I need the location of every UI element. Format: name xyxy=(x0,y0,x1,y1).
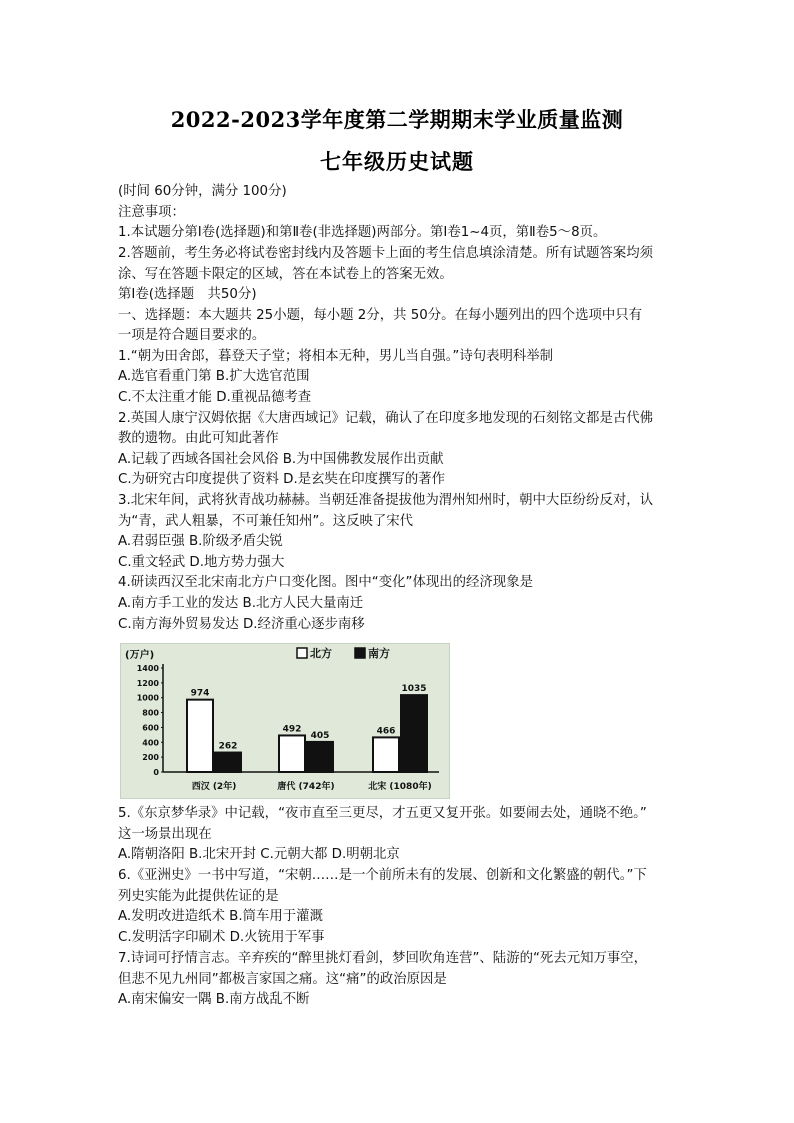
legend-swatch-south xyxy=(355,648,365,658)
question-options: A.君弱臣强 B.阶级矛盾尖锐 xyxy=(118,534,283,549)
text-line: 涂、写在答题卡限定的区域，答在本试卷上的答案无效。 xyxy=(118,267,453,282)
question-stem: 3.北宋年间，武将狄青战功赫赫。当朝廷准备提拔他为渭州知州时，朝中大臣纷纷反对，认 xyxy=(118,493,654,508)
y-tick-label: 1000 xyxy=(136,693,159,703)
bar-south xyxy=(307,742,333,772)
text-line: (时间 60分钟，满分 100分) xyxy=(118,184,287,199)
question-stem: 这一场景出现在 xyxy=(118,827,212,842)
y-tick-label: 800 xyxy=(142,708,159,718)
y-tick-label: 200 xyxy=(142,753,159,763)
bar-value-label: 974 xyxy=(190,688,210,699)
question-stem: 教的遗物。由此可知此著作 xyxy=(118,431,279,446)
question-options: A.记载了西域各国社会风俗 B.为中国佛教发展作出贡献 xyxy=(118,452,444,467)
question-options: C.重文轻武 D.地方势力强大 xyxy=(118,555,285,570)
text-line: 注意事项： xyxy=(118,205,185,220)
question-options: A.南宋偏安一隅 B.南方战乱不断 xyxy=(118,992,310,1007)
bar-north xyxy=(373,737,399,772)
text-line: 一项是符合题目要求的。 xyxy=(118,328,266,343)
legend-label: 南方 xyxy=(368,647,390,660)
question-options: C.发明活字印刷术 D.火铳用于军事 xyxy=(118,930,325,945)
question-stem: 2.英国人康宁汉姆依据《大唐西域记》记载，确认了在印度多地发现的石刻铭文都是古代佛 xyxy=(118,411,654,426)
chart-svg xyxy=(121,644,449,798)
text-line: 一、选择题：本大题共 25小题，每小题 2分，共 50分。在每小题列出的四个选项中只有 xyxy=(118,308,643,323)
y-tick-label: 600 xyxy=(142,723,159,733)
y-unit-label: (万户) xyxy=(125,650,155,661)
bar-south xyxy=(401,695,427,772)
x-tick-label: 北宋 (1080年) xyxy=(368,782,432,792)
y-tick-label: 0 xyxy=(153,768,159,777)
question-stem: 1.“朝为田舍郎，暮登天子堂；将相本无种，男儿当自强。”诗句表明科举制 xyxy=(118,349,554,364)
question-stem: 7.诗词可抒情言志。辛弃疾的“醉里挑灯看剑，梦回吹角连营”、陆游的“死去元知万事空， xyxy=(118,951,648,966)
question-stem: 6.《亚洲史》一书中写道，“宋朝……是一个前所未有的发展、创新和文化繁盛的朝代。”下 xyxy=(118,868,647,883)
question-options: A.隋朝洛阳 B.北宋开封 C.元朝大都 D.明朝北京 xyxy=(118,847,400,862)
exam-title: 2022-2023学年度第二学期期末学业质量监测 xyxy=(170,107,624,132)
bar-value-label: 262 xyxy=(218,741,238,752)
question-options: A.选官看重门第 B.扩大选官范围 xyxy=(118,369,310,384)
bar-value-label: 466 xyxy=(376,726,396,737)
bar-south xyxy=(215,753,241,772)
bar-value-label: 405 xyxy=(310,730,330,741)
question-stem: 4.研读西汉至北宋南北方户口变化图。图中“变化”体现出的经济现象是 xyxy=(118,575,533,590)
bar-value-label: 1035 xyxy=(401,684,427,695)
x-tick-label: 唐代 (742年) xyxy=(277,782,335,792)
x-tick-label: 西汉 (2年) xyxy=(191,782,237,792)
legend-label: 北方 xyxy=(310,647,332,660)
text-line: 1.本试题分第Ⅰ卷(选择题)和第Ⅱ卷(非选择题)两部分。第Ⅰ卷1~4页，第Ⅱ卷5～8页。 xyxy=(118,225,607,240)
section-heading: 第Ⅰ卷(选择题 共50分) xyxy=(118,287,257,302)
bar-value-label: 492 xyxy=(282,724,302,735)
bar-north xyxy=(187,700,213,772)
exam-subtitle: 七年级历史试题 xyxy=(320,149,474,174)
question-options: C.南方海外贸易发达 D.经济重心逐步南移 xyxy=(118,617,365,632)
question-options: A.发明改进造纸术 B.筒车用于灌溉 xyxy=(118,909,323,924)
question-options: C.为研究古印度提供了资料 D.是玄奘在印度撰写的著作 xyxy=(118,472,446,487)
bar-north xyxy=(279,735,305,772)
y-tick-label: 1200 xyxy=(136,678,159,688)
y-tick-label: 400 xyxy=(142,738,159,748)
y-tick-label: 1400 xyxy=(136,664,159,673)
question-stem: 但悲不见九州同”都极言家国之痛。这“痛”的政治原因是 xyxy=(118,972,447,987)
question-options: A.南方手工业的发达 B.北方人民大量南迁 xyxy=(118,596,364,611)
question-stem: 为“青，武人粗暴，不可兼任知州”。这反映了宋代 xyxy=(118,514,414,529)
population-bar-chart xyxy=(120,643,450,799)
legend-swatch-north xyxy=(297,648,307,658)
question-options: C.不太注重才能 D.重视品德考查 xyxy=(118,390,312,405)
question-stem: 5.《东京梦华录》中记载，“夜市直至三更尽，才五更又复开张。如要闹去处，通晓不绝。” xyxy=(118,806,647,821)
question-stem: 列史实能为此提供佐证的是 xyxy=(118,889,279,904)
text-line: 2.答题前，考生务必将试卷密封线内及答题卡上面的考生信息填涂清楚。所有试题答案均须 xyxy=(118,246,654,261)
